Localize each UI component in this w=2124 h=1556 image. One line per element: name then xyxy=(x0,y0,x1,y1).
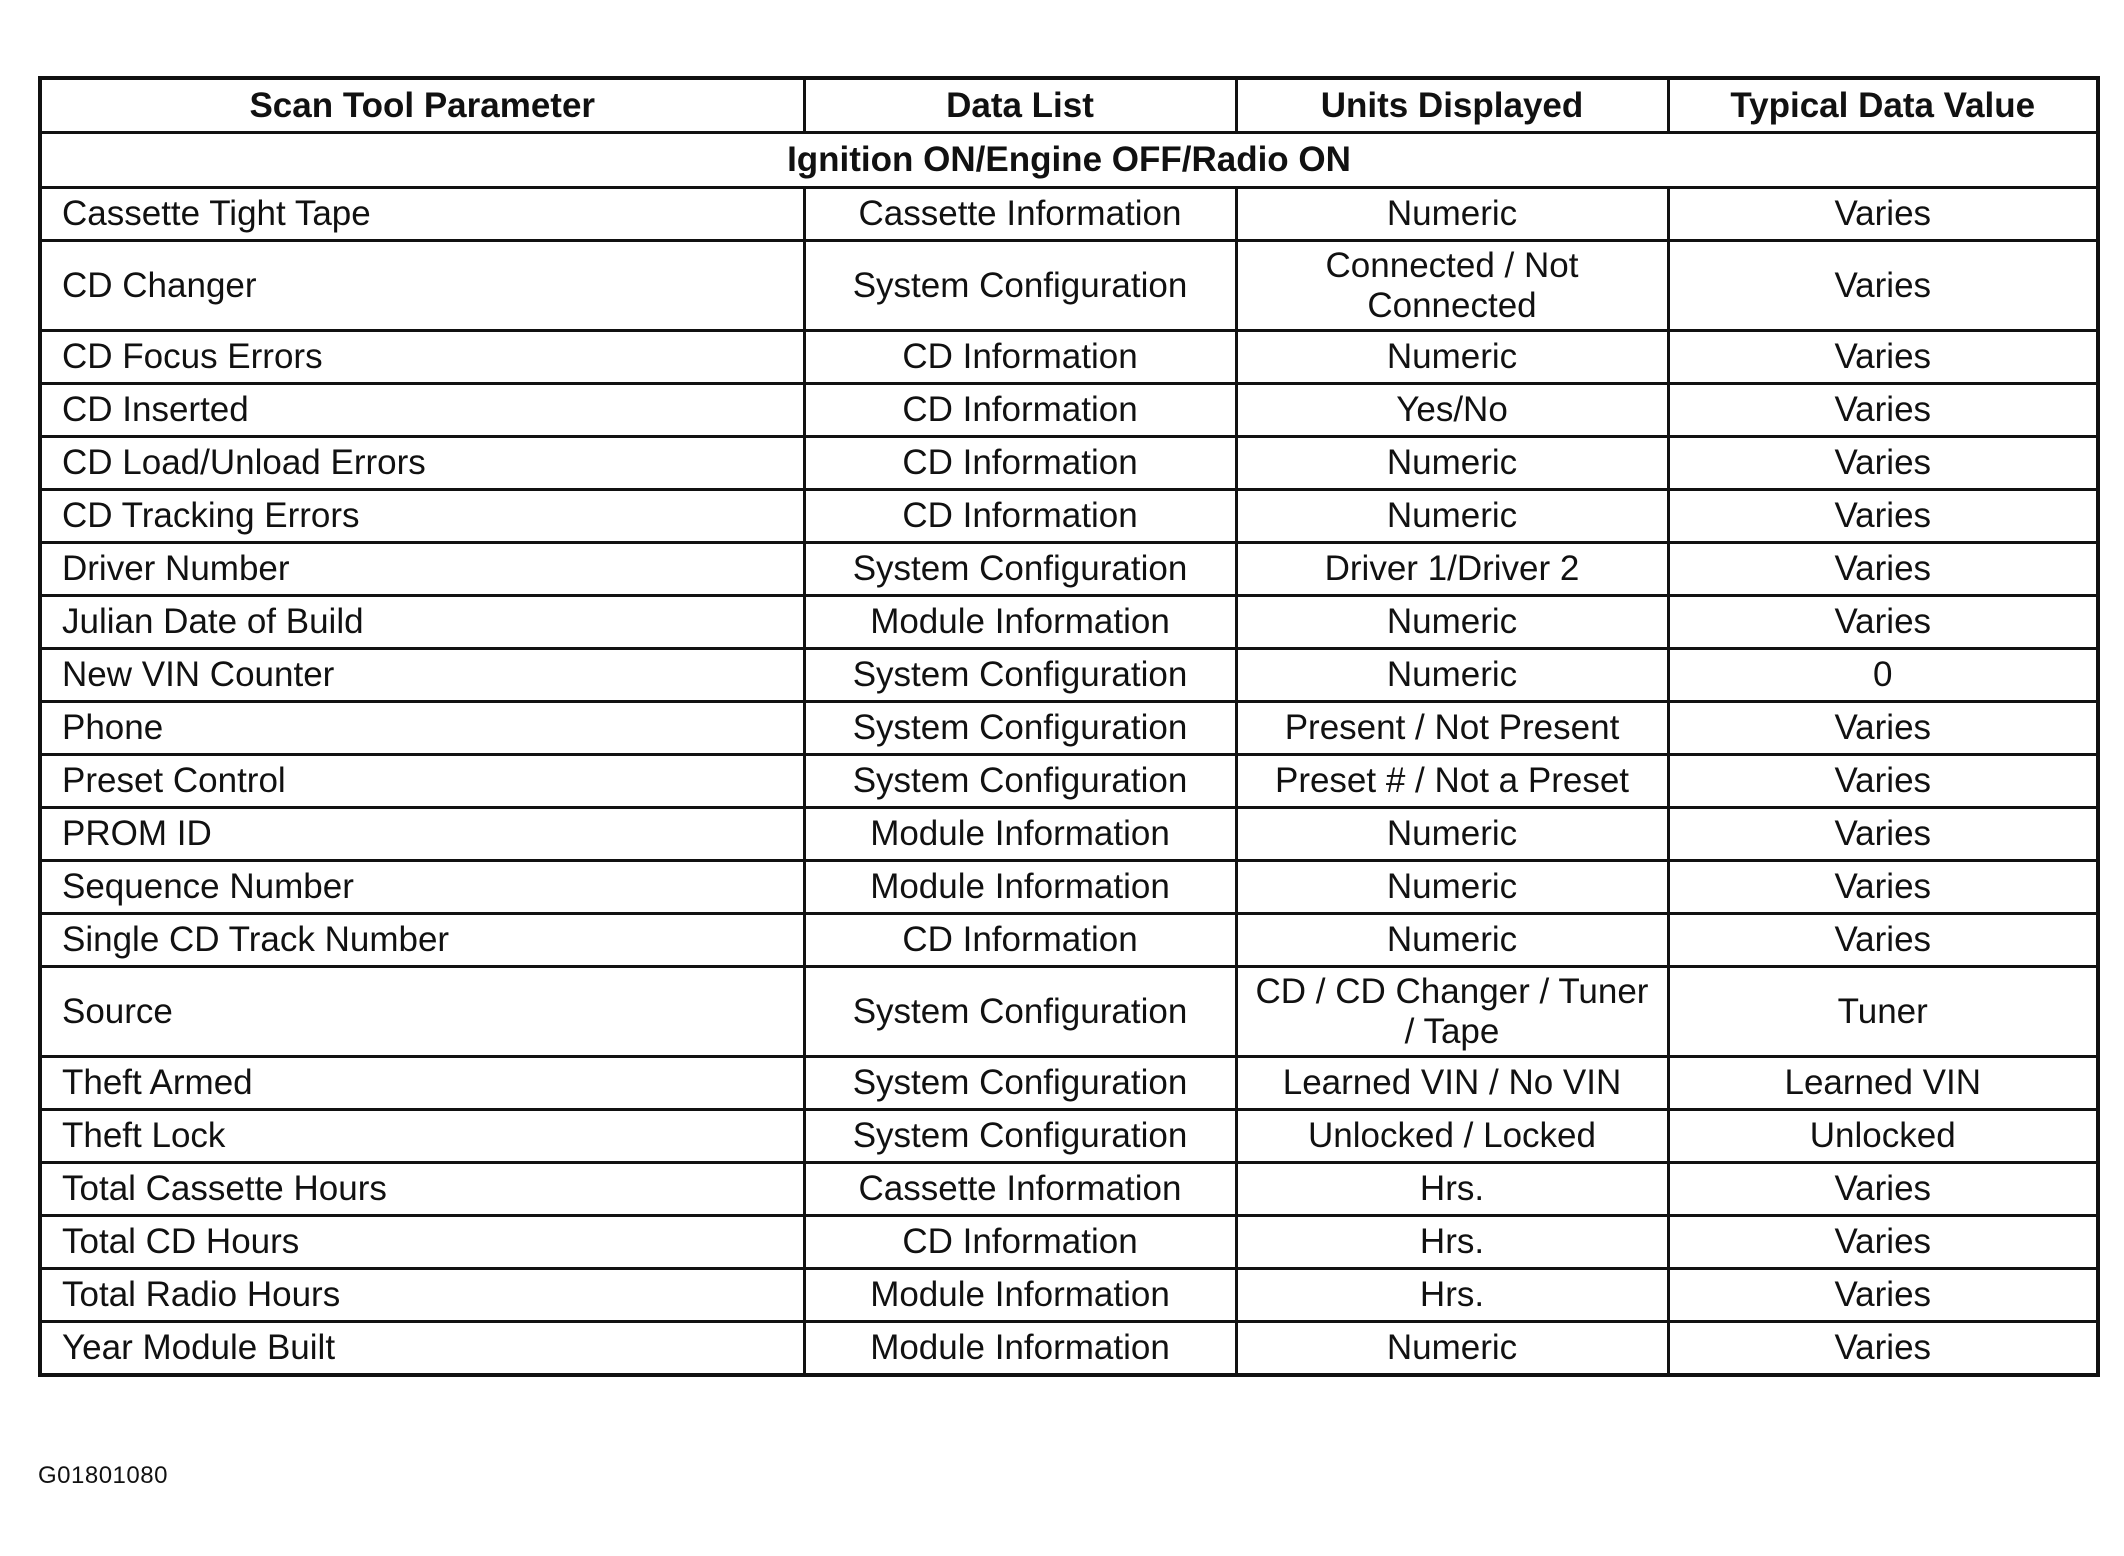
cell-units: Driver 1/Driver 2 xyxy=(1236,543,1668,596)
figure-id: G01801080 xyxy=(38,1462,168,1489)
table-row xyxy=(40,384,2098,437)
cell-typical-value: Varies xyxy=(1668,914,2098,967)
scan-tool-data-table xyxy=(38,76,2100,1377)
cell-data-list: System Configuration xyxy=(804,702,1236,755)
cell-parameter: CD Tracking Errors xyxy=(40,490,804,543)
cell-parameter: Julian Date of Build xyxy=(40,596,804,649)
section-row xyxy=(40,133,2098,188)
cell-data-list: Cassette Information xyxy=(804,1163,1236,1216)
cell-typical-value: Varies xyxy=(1668,1163,2098,1216)
cell-units: Learned VIN / No VIN xyxy=(1236,1057,1668,1110)
cell-parameter: Single CD Track Number xyxy=(40,914,804,967)
cell-typical-value: Varies xyxy=(1668,702,2098,755)
table-row xyxy=(40,755,2098,808)
cell-units: Numeric xyxy=(1236,914,1668,967)
cell-data-list: System Configuration xyxy=(804,241,1236,331)
table-row xyxy=(40,1163,2098,1216)
cell-data-list: System Configuration xyxy=(804,649,1236,702)
cell-parameter: Theft Armed xyxy=(40,1057,804,1110)
cell-typical-value: Tuner xyxy=(1668,967,2098,1057)
cell-parameter: PROM ID xyxy=(40,808,804,861)
table-row xyxy=(40,914,2098,967)
cell-typical-value: Unlocked xyxy=(1668,1110,2098,1163)
table-row xyxy=(40,861,2098,914)
cell-typical-value: Varies xyxy=(1668,596,2098,649)
cell-units: Numeric xyxy=(1236,437,1668,490)
cell-units: CD / CD Changer / Tuner / Tape xyxy=(1236,967,1668,1057)
cell-data-list: CD Information xyxy=(804,914,1236,967)
cell-data-list: System Configuration xyxy=(804,1057,1236,1110)
cell-parameter: Cassette Tight Tape xyxy=(40,188,804,241)
table-row xyxy=(40,1322,2098,1376)
cell-typical-value: Learned VIN xyxy=(1668,1057,2098,1110)
cell-data-list: System Configuration xyxy=(804,755,1236,808)
table-row xyxy=(40,241,2098,331)
table-row xyxy=(40,596,2098,649)
table-row xyxy=(40,702,2098,755)
cell-parameter: Year Module Built xyxy=(40,1322,804,1376)
cell-data-list: System Configuration xyxy=(804,543,1236,596)
table-row xyxy=(40,188,2098,241)
cell-typical-value: Varies xyxy=(1668,437,2098,490)
cell-typical-value: Varies xyxy=(1668,1322,2098,1376)
scan-tool-data-table-container xyxy=(38,76,2096,1377)
cell-units: Preset # / Not a Preset xyxy=(1236,755,1668,808)
cell-units: Unlocked / Locked xyxy=(1236,1110,1668,1163)
cell-typical-value: Varies xyxy=(1668,241,2098,331)
cell-typical-value: Varies xyxy=(1668,1269,2098,1322)
cell-parameter: Source xyxy=(40,967,804,1057)
cell-typical-value: Varies xyxy=(1668,490,2098,543)
cell-typical-value: 0 xyxy=(1668,649,2098,702)
cell-data-list: CD Information xyxy=(804,490,1236,543)
cell-units: Numeric xyxy=(1236,331,1668,384)
section-title: Ignition ON/Engine OFF/Radio ON xyxy=(40,133,2098,188)
cell-units: Numeric xyxy=(1236,596,1668,649)
cell-data-list: Module Information xyxy=(804,808,1236,861)
cell-parameter: Theft Lock xyxy=(40,1110,804,1163)
cell-parameter: Total Radio Hours xyxy=(40,1269,804,1322)
cell-parameter: Driver Number xyxy=(40,543,804,596)
table-row xyxy=(40,1269,2098,1322)
table-row xyxy=(40,1057,2098,1110)
cell-units: Numeric xyxy=(1236,490,1668,543)
cell-units: Present / Not Present xyxy=(1236,702,1668,755)
table-row xyxy=(40,967,2098,1057)
table-row xyxy=(40,649,2098,702)
header-scan-tool-parameter: Scan Tool Parameter xyxy=(40,78,804,133)
cell-parameter: Phone xyxy=(40,702,804,755)
cell-units: Hrs. xyxy=(1236,1269,1668,1322)
header-units-displayed: Units Displayed xyxy=(1236,78,1668,133)
header-row xyxy=(40,78,2098,133)
cell-units: Yes/No xyxy=(1236,384,1668,437)
cell-data-list: Cassette Information xyxy=(804,188,1236,241)
cell-typical-value: Varies xyxy=(1668,543,2098,596)
cell-parameter: CD Focus Errors xyxy=(40,331,804,384)
cell-parameter: Sequence Number xyxy=(40,861,804,914)
cell-units: Numeric xyxy=(1236,808,1668,861)
table-row xyxy=(40,808,2098,861)
cell-data-list: CD Information xyxy=(804,384,1236,437)
table-row xyxy=(40,543,2098,596)
cell-typical-value: Varies xyxy=(1668,861,2098,914)
cell-parameter: Total CD Hours xyxy=(40,1216,804,1269)
cell-typical-value: Varies xyxy=(1668,808,2098,861)
cell-typical-value: Varies xyxy=(1668,188,2098,241)
cell-units: Connected / Not Connected xyxy=(1236,241,1668,331)
cell-typical-value: Varies xyxy=(1668,384,2098,437)
table-row xyxy=(40,1216,2098,1269)
cell-data-list: Module Information xyxy=(804,1322,1236,1376)
table-row xyxy=(40,490,2098,543)
cell-units: Numeric xyxy=(1236,861,1668,914)
cell-units: Hrs. xyxy=(1236,1163,1668,1216)
table-row xyxy=(40,331,2098,384)
cell-typical-value: Varies xyxy=(1668,1216,2098,1269)
header-typical-data-value: Typical Data Value xyxy=(1668,78,2098,133)
cell-typical-value: Varies xyxy=(1668,331,2098,384)
cell-data-list: CD Information xyxy=(804,437,1236,490)
cell-parameter: Preset Control xyxy=(40,755,804,808)
cell-data-list: Module Information xyxy=(804,596,1236,649)
cell-parameter: New VIN Counter xyxy=(40,649,804,702)
cell-units: Hrs. xyxy=(1236,1216,1668,1269)
table-row xyxy=(40,437,2098,490)
cell-units: Numeric xyxy=(1236,1322,1668,1376)
cell-data-list: Module Information xyxy=(804,1269,1236,1322)
cell-data-list: System Configuration xyxy=(804,967,1236,1057)
cell-data-list: Module Information xyxy=(804,861,1236,914)
table-row xyxy=(40,1110,2098,1163)
cell-units: Numeric xyxy=(1236,649,1668,702)
cell-data-list: System Configuration xyxy=(804,1110,1236,1163)
cell-units: Numeric xyxy=(1236,188,1668,241)
header-data-list: Data List xyxy=(804,78,1236,133)
cell-parameter: CD Inserted xyxy=(40,384,804,437)
cell-parameter: Total Cassette Hours xyxy=(40,1163,804,1216)
cell-data-list: CD Information xyxy=(804,331,1236,384)
cell-typical-value: Varies xyxy=(1668,755,2098,808)
cell-parameter: CD Load/Unload Errors xyxy=(40,437,804,490)
cell-data-list: CD Information xyxy=(804,1216,1236,1269)
cell-parameter: CD Changer xyxy=(40,241,804,331)
